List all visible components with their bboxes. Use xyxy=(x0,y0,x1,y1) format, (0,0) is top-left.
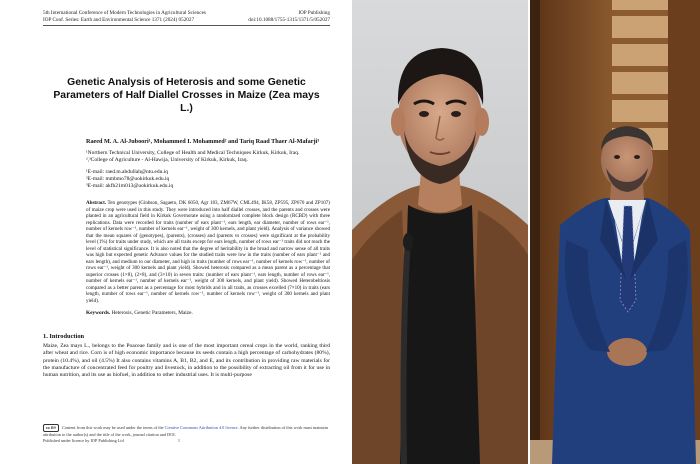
page-footer xyxy=(43,424,330,444)
keywords xyxy=(86,310,330,317)
publisher-line xyxy=(43,438,330,443)
keywords-text: Heterosis, Genetic Parameters, Maize. xyxy=(111,310,193,317)
email-1: ¹E-mail: raed.m.abdullah@ntu.edu.iq xyxy=(86,169,169,176)
paper-title: Genetic Analysis of Heterosis and some Genetic Parameters of Half Diallel Crosses in Maize (Zea mays L.) xyxy=(53,77,320,115)
header-series: IOP Conf. Series: Earth and Environmental Science 1371 (2024) 052027 xyxy=(43,16,195,23)
author-photo-1 xyxy=(352,0,528,464)
affiliation-1: ¹Northern Technical University, College of Health and Medical Techniques Kirkuk, Kirkuk, Iraq. xyxy=(86,150,300,157)
header-conference: 5th International Conference of Modern Technologies in Agricultural Sciences xyxy=(43,10,206,16)
abstract-text: Ten genotypes (Ginbson, Sagaeto, DK 6050, Agr 183, ZM67W, CML494, IK58, ZP595, ZP670 and ZP107) of maize crop were used in this study. They were introduced into half diallel crosses, and the parents and crosses were planted in an agricultural field in Kirkuk Governorate using a randomized complete block design (RCBD) with three replications. Data were recorded for traits (number of ears plant⁻¹, ears length, ear diameter, number of rows ear⁻¹, number of kernels row⁻¹, number of kernels ear⁻¹, weight of 300 kernels, and plant yield). Analysis of variance showed that the mean squares of (genotypes), (parents), (crosses) and (parents vs crosses) were significant at the probability level (1%) for traits under study, which are all traits except for ears length, number of rows ear⁻¹ traits did not reach the level of statistical significance. It is also noted that the degree of heritability in the broad and narrow sense of all traits was high but expected genetic Advance values for the studied traits were low in the traits (number of ears plant⁻¹ and ears length), and medium to our diameter, and high in traits (number of rows ear⁻¹, number of kernels row⁻¹, number of rows ear⁻¹, weight of 300 kernels and plant yield). Showed heterosis compared as a mean parent as a percentage that superior crosses (1×8), (2×8), and (3×10) in seven traits: (number of ears plant⁻¹, ears length, number of rows ear⁻¹, number of kernels ear⁻¹, number of kernels ear⁻¹, weight of 300 kernels, and plant yield). Showed Heterobeltiosis compared as a better parent as a percentage for most hybrids and in all traits, as crosses excelled (7×10) in traits (ears length, number of rows ear⁻¹, number of kernels row⁻¹, number of kernels row⁻¹, weight of 300 kernels and plant yield). xyxy=(86,200,330,304)
publisher-text: Published under licence by IOP Publishing Ltd xyxy=(43,438,124,444)
license-line xyxy=(43,424,330,437)
email-2: ²E-mail: mmbmo78@uokirkuk.edu.iq xyxy=(86,176,170,183)
license-text-a: Content from this work may be used under the terms of the xyxy=(62,424,164,430)
license-text-b: . Any further distribution of this work must maintain attribution to the author(s) and the title of the work, journal citation and DOI. xyxy=(43,424,328,437)
header-doi: doi:10.1088/1755-1315/1371/5/052027 xyxy=(248,16,330,23)
abstract-label: Abstract. xyxy=(86,200,107,207)
keywords-label: Keywords. xyxy=(86,310,111,317)
abstract xyxy=(86,200,330,304)
affiliation-2: ²,³College of Agriculture - Al-Hawija, University of Kirkuk, Kirkuk, Iraq. xyxy=(86,157,248,164)
running-header xyxy=(43,10,330,23)
affiliations xyxy=(86,150,330,164)
page-number: 1 xyxy=(177,438,180,444)
cc-license-icon: cc BY xyxy=(43,424,59,432)
author-photo-2 xyxy=(530,0,700,464)
author-emails xyxy=(86,169,330,190)
section-heading: 1. Introduction xyxy=(43,333,85,341)
email-3: ³E-mail: akfh21m013@uokirkuk.edu.iq xyxy=(86,183,174,190)
header-publisher: IOP Publishing xyxy=(298,10,330,16)
license-link[interactable]: Creative Commons Attribution 4.0 licence xyxy=(164,424,238,430)
introduction-text: Maize, Zea mays L., belongs to the Poaceae family and is one of the most important cereal crops in the world, ranking third after wheat and rice. Corn is of high economic importance because its seeds contain a high percentage of carbohydrates (80%), protein (10.4%), and oil (4.5%) It also contains vitamins A, B1, B2, and E, and its contribution in providing raw materials for the manufacture of concentrated feed for poultry and livestock, in addition to the possibility of extracting oil from it for use in human nutrition, and its use as biofuel, in addition to other industrial uses. It is multi-purpose xyxy=(43,343,330,378)
header-rule xyxy=(43,25,330,26)
paper-authors: Raeed M. A. Al-Juboori¹, Mohammed I. Mohammed² and Tariq Raad Thaer Al-Mafarji³ xyxy=(86,138,320,146)
